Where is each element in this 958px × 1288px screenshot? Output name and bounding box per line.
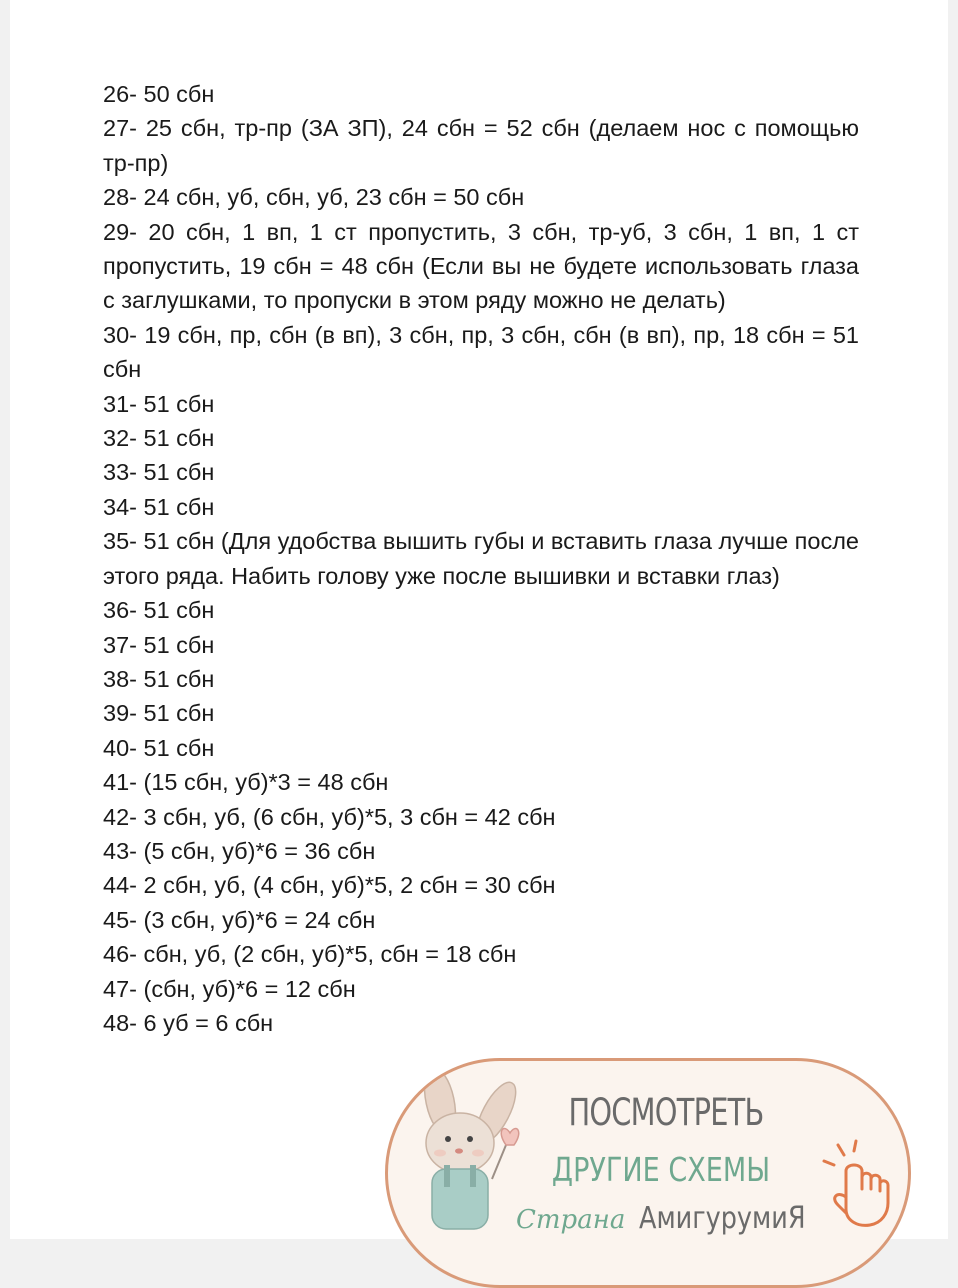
- document-page: [10, 0, 948, 1239]
- row-43: 43- (5 сбн, уб)*6 = 36 сбн: [103, 837, 376, 864]
- row-35: 35- 51 сбн (Для удобства вышить губы и вставить глаза лучше после этого ряда. Набить голову уже после вышивки и вставки глаз): [103, 528, 859, 589]
- row-37: 37- 51 сбн: [103, 631, 215, 658]
- row-33: 33- 51 сбн: [103, 459, 215, 486]
- cta-other-patterns-label: ДРУГИЕ СХЕМЫ: [551, 1150, 771, 1189]
- row-46: 46- сбн, уб, (2 сбн, уб)*5, сбн = 18 сбн: [103, 941, 517, 968]
- row-45: 45- (3 сбн, уб)*6 = 24 сбн: [103, 906, 376, 933]
- row-26: 26- 50 сбн: [103, 81, 215, 107]
- pattern-rows: [103, 77, 859, 1040]
- pointing-hand-icon: [816, 1131, 896, 1231]
- row-44: 44- 2 сбн, уб, (4 сбн, уб)*5, 2 сбн = 30 сбн: [103, 872, 556, 899]
- row-40: 40- 51 сбн: [103, 734, 215, 761]
- brand-name: АмигурумиЯ: [639, 1201, 806, 1236]
- row-27: 27- 25 сбн, тр-пр (ЗА ЗП), 24 сбн = 52 сбн (делаем нос с помощью тр-пр): [103, 115, 859, 176]
- row-47: 47- (сбн, уб)*6 = 12 сбн: [103, 975, 356, 1002]
- row-31: 31- 51 сбн: [103, 390, 215, 417]
- row-38: 38- 51 сбн: [103, 665, 215, 692]
- row-34: 34- 51 сбн: [103, 493, 215, 520]
- brand-signature: [516, 1201, 816, 1236]
- row-30: 30- 19 сбн, пр, сбн (в вп), 3 сбн, пр, 3 сбн, сбн (в вп), пр, 18 сбн = 51 сбн: [103, 321, 859, 383]
- row-28: 28- 24 сбн, уб, сбн, уб, 23 сбн = 50 сбн: [103, 184, 525, 211]
- row-42: 42- 3 сбн, уб, (6 сбн, уб)*5, 3 сбн = 42 сбн: [103, 803, 556, 830]
- row-41: 41- (15 сбн, уб)*3 = 48 сбн: [103, 769, 389, 796]
- row-32: 32- 51 сбн: [103, 425, 215, 452]
- brand-script-word: Страна: [516, 1205, 626, 1235]
- row-48: 48- 6 уб = 6 сбн: [103, 1009, 274, 1036]
- row-29: 29- 20 сбн, 1 вп, 1 ст пропустить, 3 сбн, тр-уб, 3 сбн, 1 вп, 1 ст пропустить, 19 сбн = 48 сбн (Если вы не будете использовать глаза с заглушками, то пропуски в этом ряду можно не делать): [103, 218, 859, 314]
- row-39: 39- 51 сбн: [103, 700, 215, 727]
- cta-view-label: ПОСМОТРЕТЬ: [568, 1091, 764, 1134]
- row-36: 36- 51 сбн: [103, 597, 215, 624]
- more-patterns-banner[interactable]: [385, 1058, 911, 1288]
